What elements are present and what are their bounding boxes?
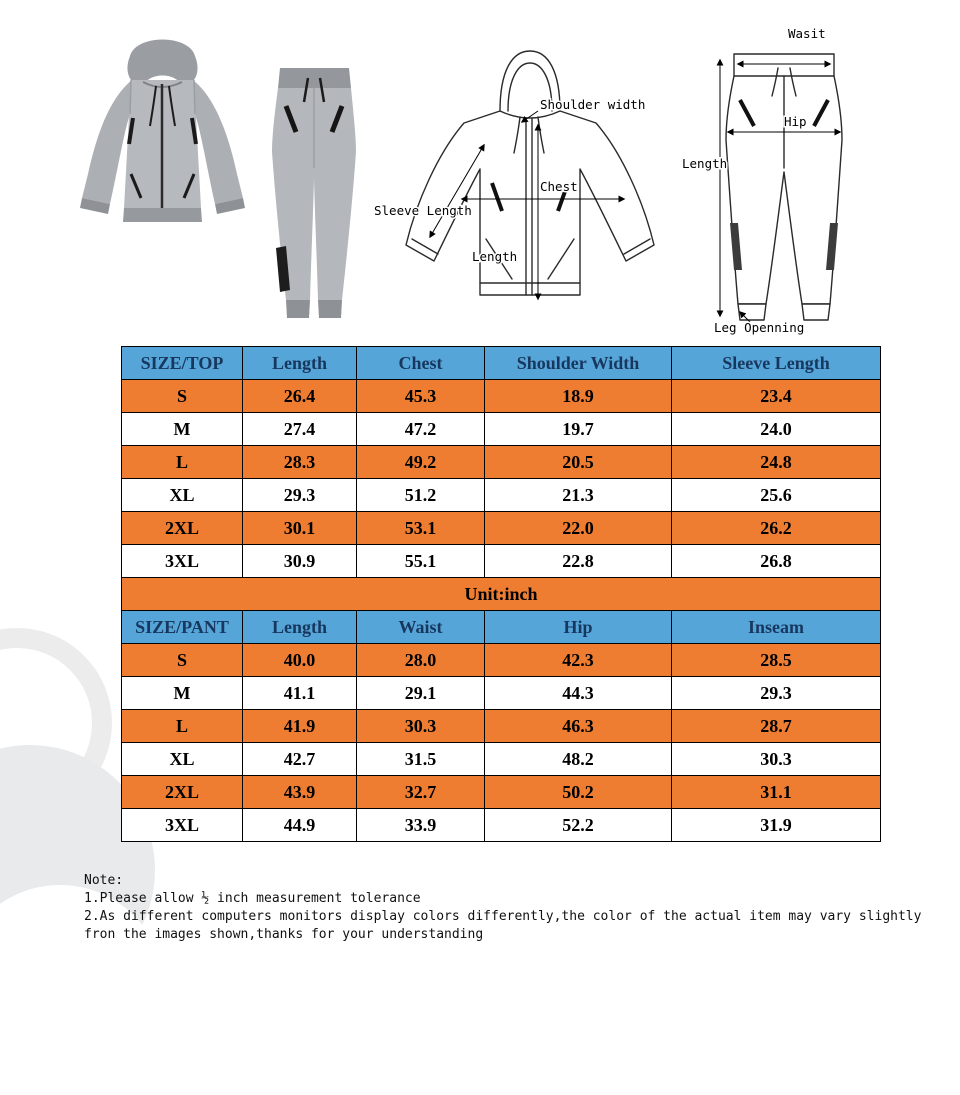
pant-size-row — [122, 743, 881, 776]
measurement-cell: 25.6 — [672, 479, 881, 512]
measurement-cell: 21.3 — [485, 479, 672, 512]
measurement-cell: 51.2 — [357, 479, 485, 512]
size-label-cell: 2XL — [122, 776, 243, 809]
hoodie-measurement-diagram — [372, 25, 672, 320]
size-label-cell: M — [122, 677, 243, 710]
measurement-cell: 52.2 — [485, 809, 672, 842]
pants-measurement-diagram — [680, 18, 885, 338]
pant-size-row — [122, 776, 881, 809]
chest-label: Chest — [540, 179, 578, 194]
top-size-row — [122, 380, 881, 413]
column-header: Hip — [485, 611, 672, 644]
top-size-row — [122, 413, 881, 446]
note-line-3: fron the images shown,thanks for your understanding — [84, 927, 484, 942]
note-line-1: 1.Please allow ½ inch measurement tolerance — [84, 891, 421, 906]
measurement-cell: 41.9 — [243, 710, 357, 743]
measurement-cell: 29.3 — [672, 677, 881, 710]
size-label-cell: S — [122, 644, 243, 677]
measurement-cell: 31.5 — [357, 743, 485, 776]
sleeve-length-label: Sleeve Length — [374, 203, 472, 218]
hoodie-left-sleeve — [82, 80, 132, 204]
leg-opening-label: Leg Openning — [714, 320, 805, 335]
pant-size-row — [122, 809, 881, 842]
measurement-cell: 44.3 — [485, 677, 672, 710]
measurement-cell: 30.1 — [243, 512, 357, 545]
measurement-cell: 28.5 — [672, 644, 881, 677]
column-header: Length — [243, 611, 357, 644]
measurement-cell: 49.2 — [357, 446, 485, 479]
top-size-row — [122, 545, 881, 578]
measurement-cell: 30.3 — [672, 743, 881, 776]
hoodie-product-photo — [70, 22, 255, 234]
measurement-cell: 26.2 — [672, 512, 881, 545]
measurement-cell: 41.1 — [243, 677, 357, 710]
size-label-cell: XL — [122, 743, 243, 776]
size-table-body — [122, 347, 881, 842]
measurement-cell: 46.3 — [485, 710, 672, 743]
waist-label: Wasit — [788, 26, 826, 41]
measurement-cell: 22.8 — [485, 545, 672, 578]
measurement-cell: 20.5 — [485, 446, 672, 479]
measurement-cell: 30.3 — [357, 710, 485, 743]
right-cuff-outline — [802, 304, 830, 320]
hip-label: Hip — [784, 114, 807, 129]
pants-waistband — [278, 68, 351, 88]
measurement-cell: 27.4 — [243, 413, 357, 446]
measurement-cell: 47.2 — [357, 413, 485, 446]
pant-size-row — [122, 677, 881, 710]
size-label-cell: 3XL — [122, 809, 243, 842]
size-label-cell: 2XL — [122, 512, 243, 545]
measurement-cell: 23.4 — [672, 380, 881, 413]
note-title: Note: — [84, 873, 124, 888]
column-header: Inseam — [672, 611, 881, 644]
column-header: Waist — [357, 611, 485, 644]
measurement-cell: 26.4 — [243, 380, 357, 413]
left-cuff-outline — [738, 304, 766, 320]
measurement-cell: 40.0 — [243, 644, 357, 677]
size-label-cell: L — [122, 446, 243, 479]
measurement-cell: 55.1 — [357, 545, 485, 578]
pants-product-photo — [252, 58, 372, 333]
hoodie-outline — [406, 51, 654, 295]
measurement-cell: 29.1 — [357, 677, 485, 710]
measurement-cell: 24.8 — [672, 446, 881, 479]
size-label-cell: 3XL — [122, 545, 243, 578]
measurement-cell: 29.3 — [243, 479, 357, 512]
hoodie-right-sleeve — [193, 80, 243, 204]
pant-size-row — [122, 710, 881, 743]
measurement-cell: 48.2 — [485, 743, 672, 776]
measurement-cell: 44.9 — [243, 809, 357, 842]
column-header: Chest — [357, 347, 485, 380]
measurement-cell: 28.7 — [672, 710, 881, 743]
pants-left-cuff — [286, 300, 310, 318]
measurement-cell: 32.7 — [357, 776, 485, 809]
measurement-cell: 31.9 — [672, 809, 881, 842]
pant-size-row — [122, 644, 881, 677]
note-section — [84, 872, 921, 944]
measurement-cell: 53.1 — [357, 512, 485, 545]
column-header: SIZE/PANT — [122, 611, 243, 644]
measurement-cell: 19.7 — [485, 413, 672, 446]
column-header: Length — [243, 347, 357, 380]
note-line-2: 2.As different computers monitors display colors differently,the color of the actual item may vary slightly — [84, 909, 922, 924]
top-size-row — [122, 479, 881, 512]
measurement-cell: 26.8 — [672, 545, 881, 578]
measurement-cell: 31.1 — [672, 776, 881, 809]
measurement-cell: 28.3 — [243, 446, 357, 479]
measurement-cell: 22.0 — [485, 512, 672, 545]
hoodie-hem-band — [123, 208, 202, 222]
column-header: Sleeve Length — [672, 347, 881, 380]
measurement-cell: 42.7 — [243, 743, 357, 776]
size-chart-table — [121, 346, 881, 842]
size-label-cell: M — [122, 413, 243, 446]
measurement-cell: 50.2 — [485, 776, 672, 809]
measurement-cell: 30.9 — [243, 545, 357, 578]
measurement-cell: 24.0 — [672, 413, 881, 446]
column-header: SIZE/TOP — [122, 347, 243, 380]
unit-label: Unit:inch — [122, 578, 881, 611]
size-label-cell: XL — [122, 479, 243, 512]
measurement-cell: 45.3 — [357, 380, 485, 413]
measurement-cell: 18.9 — [485, 380, 672, 413]
shoulder-width-label: Shoulder width — [540, 97, 646, 112]
size-label-cell: L — [122, 710, 243, 743]
pant-header-row — [122, 611, 881, 644]
measurement-cell: 28.0 — [357, 644, 485, 677]
top-header-row — [122, 347, 881, 380]
top-size-row — [122, 446, 881, 479]
measurement-cell: 42.3 — [485, 644, 672, 677]
pants-right-cuff — [318, 300, 342, 318]
measurement-cell: 43.9 — [243, 776, 357, 809]
measurement-cell: 33.9 — [357, 809, 485, 842]
column-header: Shoulder Width — [485, 347, 672, 380]
top-size-row — [122, 512, 881, 545]
unit-row — [122, 578, 881, 611]
pants-length-label: Length — [682, 156, 728, 171]
size-label-cell: S — [122, 380, 243, 413]
hoodie-length-label: Length — [472, 249, 518, 264]
hoodie-hood — [127, 40, 197, 87]
